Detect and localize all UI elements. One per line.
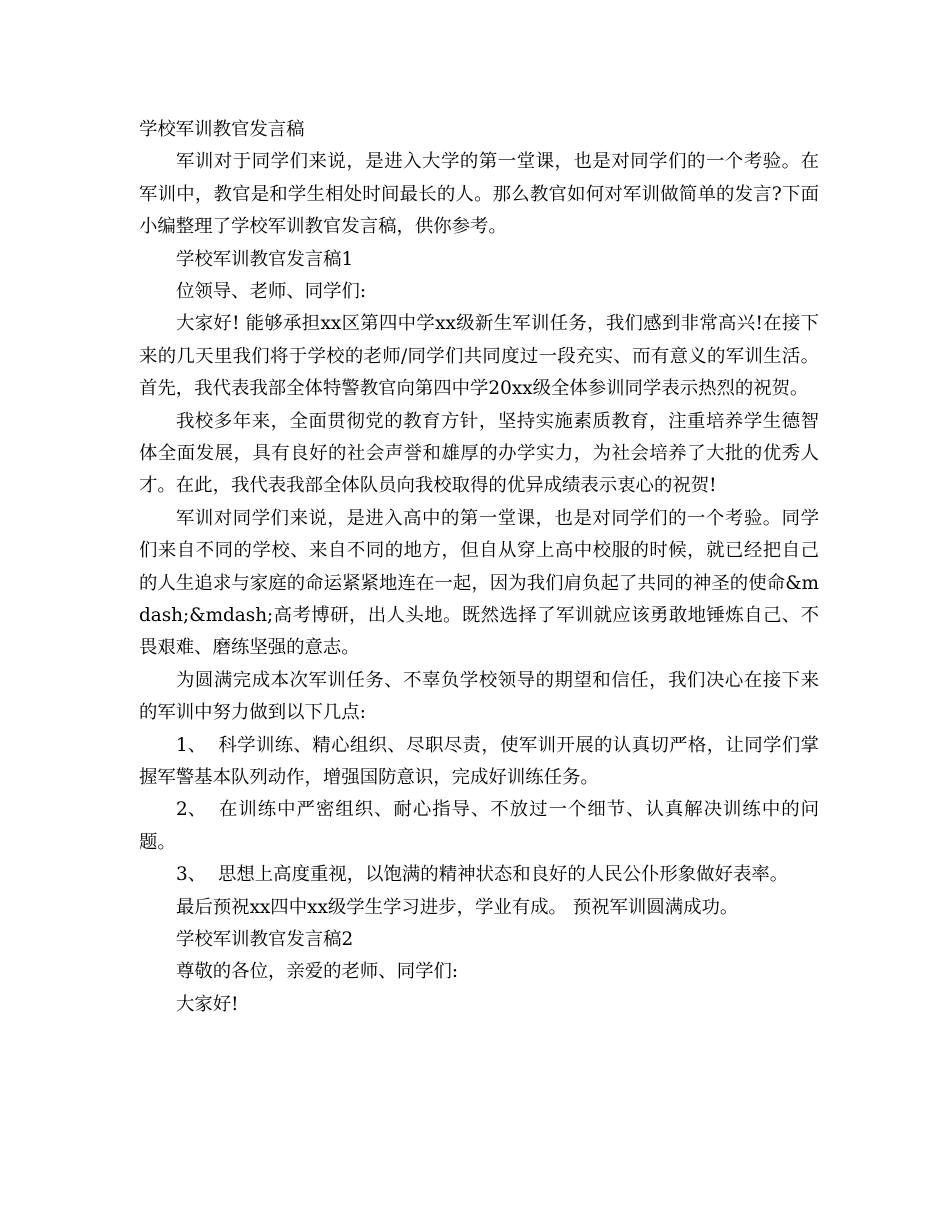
list-item [139,859,819,891]
salutation-1: 位领导、老师、同学们: [176,281,367,302]
list-item-text: 科学训练、精心组织、尽职尽责，使军训开展的认真切严格，让同学们掌握军警基本队列动作，增强国防意识，完成好训练任务。 [139,734,819,789]
paragraph-resolution: 为圆满完成本次军训任务、不辜负学校领导的期望和信任，我们决心在接下来的军训中努力做到以下几点: [139,669,819,724]
salutation-2: 尊敬的各位，亲爱的老师、同学们: [176,961,459,983]
section-title-2: 学校军训教官发言稿2 [176,929,354,951]
section-title-1: 学校军训教官发言稿1 [176,248,354,270]
document-title: 学校军训教官发言稿 [139,119,305,140]
list-item [139,730,819,795]
list-item-number: 3、 [176,864,207,886]
paragraph-military-training: 军训对同学们来说，是进入高中的第一堂课，也是对同学们的一个考验。同学们来自不同的学校、来自不同的地方，但自从穿上高中校服的时候，就已经把自己的人生追求与家庭的命运紧紧地连在一起，因为我们肩负起了共同的神圣的使命&mdash;&mdash;高考博研，出人头地。既然选择了军训就应该勇敢地锤炼自己、不畏艰难、磨练坚强的意志。 [139,507,819,659]
list-item-number: 1、 [176,734,207,756]
closing-wishes: 最后预祝xx四中xx级学生学习进步，学业有成。 预祝军训圆满成功。 [176,896,739,918]
intro-paragraph: 军训对于同学们来说，是进入大学的第一堂课，也是对同学们的一个考验。在军训中，教官是和学生相处时间最长的人。那么教官如何对军训做简单的发言?下面小编整理了学校军训教官发言稿，供你参考。 [139,151,819,238]
list-item-text: 在训练中严密组织、耐心指导、不放过一个细节、认真解决训练中的问题。 [139,799,819,853]
list-item-text: 思想上高度重视，以饱满的精神状态和良好的人民公仆形象做好表率。 [218,864,789,886]
document-body [139,114,819,1021]
greeting-2: 大家好! [176,993,239,1015]
paragraph-welcome: 大家好! 能够承担xx区第四中学xx级新生军训任务，我们感到非常高兴!在接下来的几天里我们将于学校的老师/同学们共同度过一段充实、而有意义的军训生活。首先，我代表我部全体特警教官向第四中学20xx级全体参训同学表示热烈的祝贺。 [139,313,819,400]
paragraph-school: 我校多年来，全面贯彻党的教育方针，坚持实施素质教育，注重培养学生德智体全面发展，具有良好的社会声誉和雄厚的办学实力，为社会培养了大批的优秀人才。在此，我代表我部全体队员向我校取得的优异成绩表示衷心的祝贺! [139,410,819,497]
list-item [139,794,819,859]
list-item-number: 2、 [176,799,207,821]
